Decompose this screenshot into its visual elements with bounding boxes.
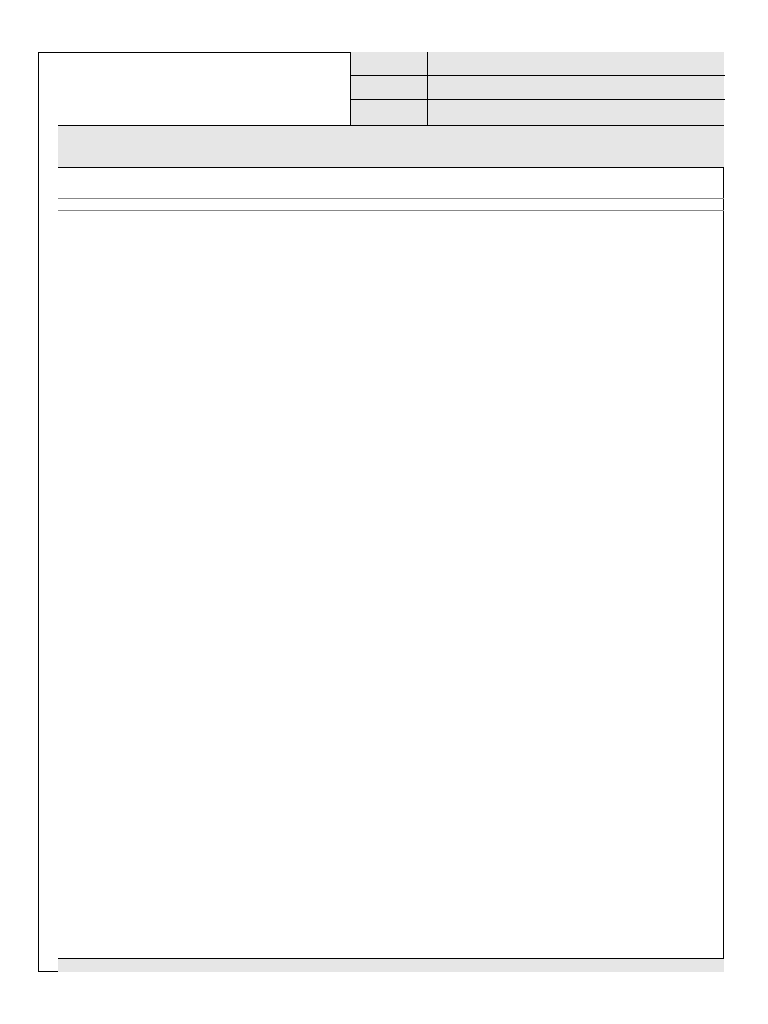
- workbook-title-bar: [58, 125, 724, 168]
- case-name-row: [351, 52, 725, 76]
- unit-set-row: [351, 76, 725, 100]
- status-value: [58, 198, 724, 211]
- case-name-value: [427, 52, 725, 75]
- date-time-value: [427, 100, 725, 125]
- case-info-box: [350, 52, 724, 125]
- workbook-sheet: [38, 52, 724, 972]
- unit-set-value: [427, 76, 725, 99]
- date-time-row: [351, 100, 725, 125]
- page-footer: [58, 958, 724, 972]
